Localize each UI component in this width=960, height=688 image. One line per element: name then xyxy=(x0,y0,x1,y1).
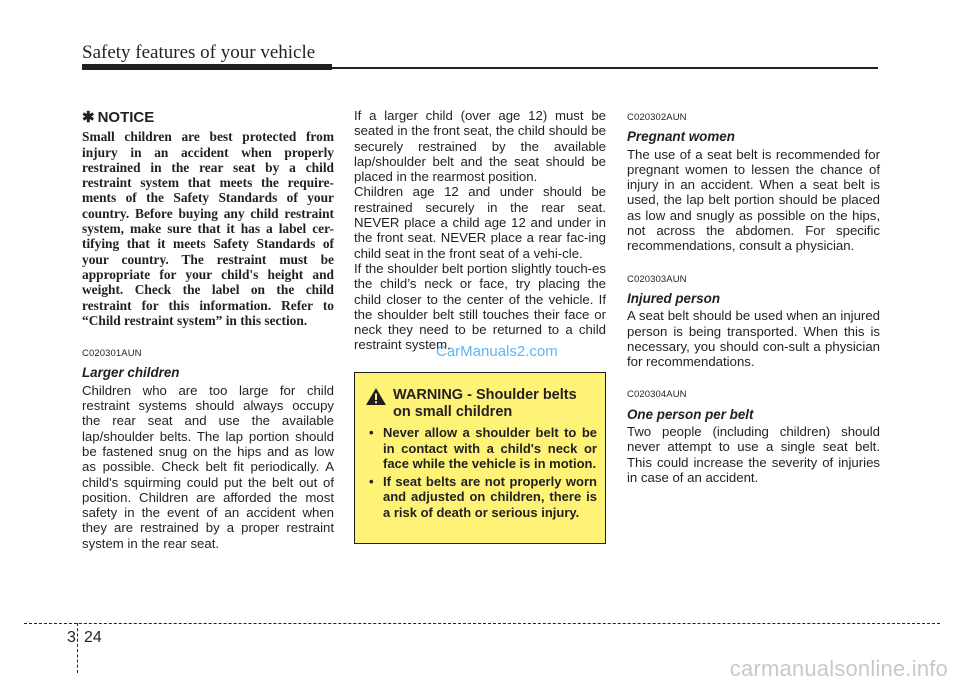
warning-box xyxy=(354,372,606,544)
section-body-larger-children: Children who are too large for child restraint systems should always occupy the rear seat and use the available lap/shoulder belts. The lap portion should be fastened snug on the hips and as low as possible. Check belt fit periodically. A child's squirming could put the belt out of position. Children are afforded the most safety in the event of an accident when they are restrained by a proper restraint system in the rear seat. xyxy=(82,382,334,551)
column-right xyxy=(627,110,880,485)
section-title-pregnant-women: Pregnant women xyxy=(627,129,735,145)
chapter-number: 3 xyxy=(67,629,76,646)
age-12-paragraph: Children age 12 and under should be restrained securely in the rear seat. NEVER place a child age 12 and under in the front seat. NEVER place a rear fac-ing child seat in the front seat of a vehi-cle. xyxy=(354,184,606,261)
page-number: 24 xyxy=(84,629,102,646)
section-title-larger-children: Larger children xyxy=(82,365,180,381)
warning-item: • Never allow a shoulder belt to be in contact with a child's neck or face while the vehicle is in motion. xyxy=(365,425,597,472)
shoulder-belt-paragraph: If the shoulder belt portion slightly touch-es the child’s neck or face, try placing the child closer to the center of the vehicle. If the shoulder belt still touches their face or neck they need to be returned to a child restraint system. xyxy=(354,260,606,353)
section-body-one-person: Two people (including children) should never attempt to use a single seat belt. This could increase the severity of injuries in case of an accident. xyxy=(627,424,880,485)
warning-heading xyxy=(365,387,597,421)
header-rule-thick xyxy=(82,64,332,70)
section-code-injured-person: C020303AUN xyxy=(627,273,687,285)
notice-heading xyxy=(82,110,334,125)
footer-brand-watermark: carmanualsonline.info xyxy=(729,656,948,681)
front-seat-paragraph: If a larger child (over age 12) must be seated in the front seat, the child should be securely restrained by the available lap/shoulder belt and the seat should be placed in the rearmost position. xyxy=(354,108,606,185)
section-code-larger-children: C020301AUN xyxy=(82,348,142,360)
section-body-pregnant-women: The use of a seat belt is recommended for pregnant women to lessen the chance of injury in an accident. When a seat belt is used, the lap belt portion should be placed as low and snugly as possible on the hips, not across the abdomen. For specific recommendations, consult a physician. xyxy=(627,146,880,254)
notice-star-icon: ✱ xyxy=(82,109,95,126)
section-title-one-person: One person per belt xyxy=(627,406,754,422)
page-header-title: Safety features of your vehicle xyxy=(82,42,316,63)
notice-body: Small children are best protected from injury in an accident when properly restrained in the rear seat by a child restraint system that meets the require-ments of the Safety Standards of your country. Before buying any child restraint system, make sure that it has a label cer-tifying that it meets Safety Standards of your country. The restraint must be appropriate for your child's height and weight. Check the label on the child restraint for this information. Refer to “Child restraint system” in this section. xyxy=(82,129,334,328)
footer-dashed-rule xyxy=(24,623,940,624)
section-title-injured-person: Injured person xyxy=(627,290,721,306)
warning-triangle-icon xyxy=(365,387,387,406)
warning-item: • If seat belts are not properly worn and adjusted on children, there is a risk of death or serious injury. xyxy=(365,474,597,521)
warning-title: WARNING - Shoulder belts on small children xyxy=(393,387,577,420)
section-code-one-person: C020304AUN xyxy=(627,389,687,401)
column-middle xyxy=(354,108,606,353)
watermark-text: CarManuals2.com xyxy=(436,343,558,360)
notice-title: NOTICE xyxy=(97,109,155,126)
footer-vertical-rule xyxy=(77,623,78,673)
section-code-pregnant-women: C020302AUN xyxy=(627,112,687,123)
section-body-injured-person: A seat belt should be used when an injured person is being transported. When this is necessary, you should con-sult a physician for recommendations. xyxy=(627,308,880,370)
warning-list xyxy=(365,425,597,520)
column-left xyxy=(82,110,334,551)
header-rule-thin xyxy=(332,67,878,69)
